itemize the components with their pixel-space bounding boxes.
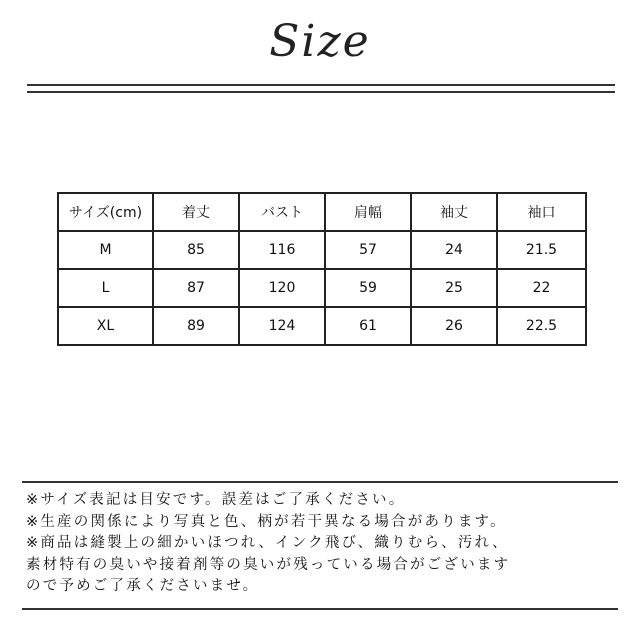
notes-box [22,481,618,610]
table-cell: XL [58,307,153,345]
table-cell: 61 [325,307,411,345]
table-cell: L [58,269,153,307]
table-cell: 21.5 [497,231,586,269]
table-cell: M [58,231,153,269]
title-divider-top [27,84,615,86]
table-cell: 24 [411,231,497,269]
table-cell: 120 [239,269,325,307]
note-line: ので予めご了承くださいませ。 [26,578,260,594]
table-cell: 22 [497,269,586,307]
table-cell: 59 [325,269,411,307]
table-cell: 26 [411,307,497,345]
note-line: 素材特有の臭いや接着剤等の臭いが残っている場合がございます [26,556,511,573]
table-cell: 124 [239,307,325,345]
note-line: ※生産の関係により写真と色、柄が若干異なる場合があります。 [26,513,507,530]
header-length: 着丈 [153,193,239,231]
table-row [58,307,586,345]
note-line: ※商品は縫製上の細かいほつれ、インク飛び、織りむら、汚れ、 [26,535,509,551]
title-divider-bottom [27,91,615,93]
table-cell: 25 [411,269,497,307]
table-row [58,269,586,307]
table-header-row [58,193,586,231]
table-cell: 85 [153,231,239,269]
header-sleeve-length: 袖丈 [411,193,497,231]
header-shoulder: 肩幅 [325,193,411,231]
table-cell: 116 [239,231,325,269]
header-size: サイズ(cm) [58,193,153,231]
size-table [57,192,587,346]
header-bust: バスト [239,193,325,231]
table-cell: 89 [153,307,239,345]
table-row [58,231,586,269]
table-cell: 22.5 [497,307,586,345]
table-cell: 87 [153,269,239,307]
table-cell: 57 [325,231,411,269]
page-title: Size [269,16,371,67]
header-cuff: 袖口 [497,193,586,231]
note-line: ※サイズ表記は目安です。誤差はご了承ください。 [26,492,406,508]
